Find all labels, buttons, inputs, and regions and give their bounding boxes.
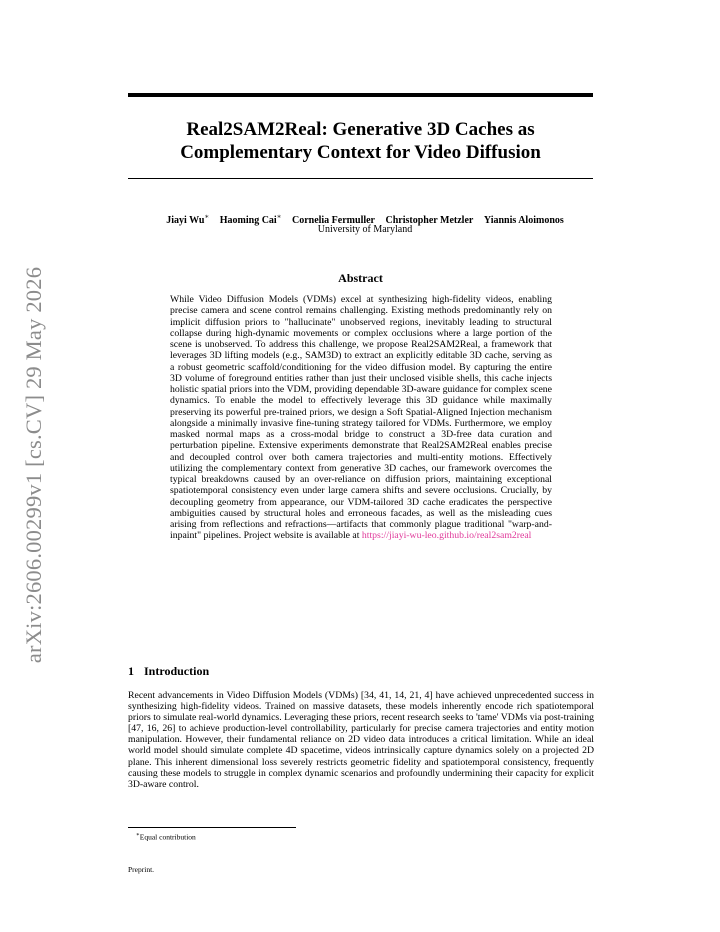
- author-5: Yiannis Aloimonos: [483, 215, 564, 227]
- abstract-text: While Video Diffusion Models (VDMs) excel at synthesizing high-fidelity videos, enabling precise camera and scene control remains challenging. Existing methods predominantly rely on implicit diffusion priors to "hallucinate" unobserved regions, inevitably leading to structural collapse during high-dynamic movements or complex occlusions where a large portion of the scene is unobserved. To address this challenge, we propose Real2SAM2Real, a framework that leverages 3D lifting models (e.g., SAM3D) to extract an explicitly editable 3D cache, serving as a robust geometric scaffold/conditioning for the video diffusion model. By capturing the entire 3D volume of foreground entities rather than just their unclosed visible shells, this cache injects holistic spatial priors into the VDM, providing dependable 3D-aware guidance for complex scene dynamics. To enable the model to effectively leverage this 3D guidance while maximally preserving its powerful pre-trained priors, we design a Soft Spatial-Aligned Injection mechanism alongside a minimally invasive fine-tuning strategy tailored for VDMs. Furthermore, we employ masked normal maps as a cross-modal bridge to construct a 3D-free data curation and perturbation pipeline. Extensive experiments demonstrate that Real2SAM2Real enables precise and decoupled control over both camera trajectories and multi-entity motions. Effectively utilizing the complementary context from generative 3D caches, our framework overcomes the typical breakdowns caused by an over-reliance on diffusion priors, maintaining exceptional spatiotemporal consistency even under large camera shifts and severe occlusions. Crucially, by decoupling geometry from appearance, our VDM-tailored 3D cache eradicates the perspective ambiguities caused by structural holes and erroneous facades, as well as the misleading cues arising from reflections and refractions—artifacts that commonly plague traditional "warp-and-inpaint" pipelines. Project website is available at: [170, 294, 552, 542]
- author-3: Cornelia Fermuller: [291, 215, 375, 227]
- title-bottom-rule: [128, 178, 593, 179]
- paper-title-line-2: Complementary Context for Video Diffusion: [180, 142, 541, 163]
- preprint-label: Preprint.: [128, 865, 155, 874]
- author-affiliation: University of Maryland: [317, 224, 413, 235]
- project-website-link[interactable]: https://jiayi-wu-leo.github.io/real2sam2real: [361, 530, 532, 542]
- footnote-mark: ∗: [136, 832, 140, 838]
- footnote-text: Equal contribution: [139, 832, 196, 842]
- author-1: Jiayi Wu∗: [166, 213, 210, 227]
- introduction-paragraph: Recent advancements in Video Diffusion Models (VDMs) [34, 41, 14, 21, 4] have achieved unprecedented success in synthesizing high-fidelity videos. Trained on massive datasets, these models inherently encode rich spatiotemporal priors to simulate real-world dynamics. Leveraging these priors, recent research seeks to 'tame' VDMs via post-training [47, 16, 26] to achieve production-level controllability, particularly for precise camera trajectories and entity motion manipulation. However, their fundamental reliance on 2D video data introduces a critical limitation. While an ideal world model should simulate complete 4D spacetime, videos intrinsically capture dynamics solely on a projected 2D plane. This inherent dimensional loss severely restricts geometric fidelity and spatiotemporal consistency, frequently causing these models to struggle in complex dynamic scenarios and profoundly undermining their capacity for explicit 3D-aware control.: [128, 690, 594, 790]
- abstract-body: [170, 294, 552, 542]
- abstract-heading: Abstract: [338, 271, 383, 285]
- paper-title: [128, 118, 593, 164]
- footnote-rule: [128, 827, 296, 828]
- title-top-rule: [128, 93, 593, 97]
- author-2: Haoming Cai∗: [219, 213, 282, 227]
- section-number: 1: [128, 664, 134, 678]
- footnote: [136, 831, 196, 842]
- author-4: Christopher Metzler: [385, 215, 474, 227]
- arxiv-identifier-stamp: arXiv:2606.00299v1 [cs.CV] 29 May 2026: [21, 266, 46, 664]
- paper-title-line-1: Real2SAM2Real: Generative 3D Caches as: [186, 119, 535, 140]
- section-title: Introduction: [144, 664, 210, 678]
- section-heading-introduction: [128, 664, 593, 678]
